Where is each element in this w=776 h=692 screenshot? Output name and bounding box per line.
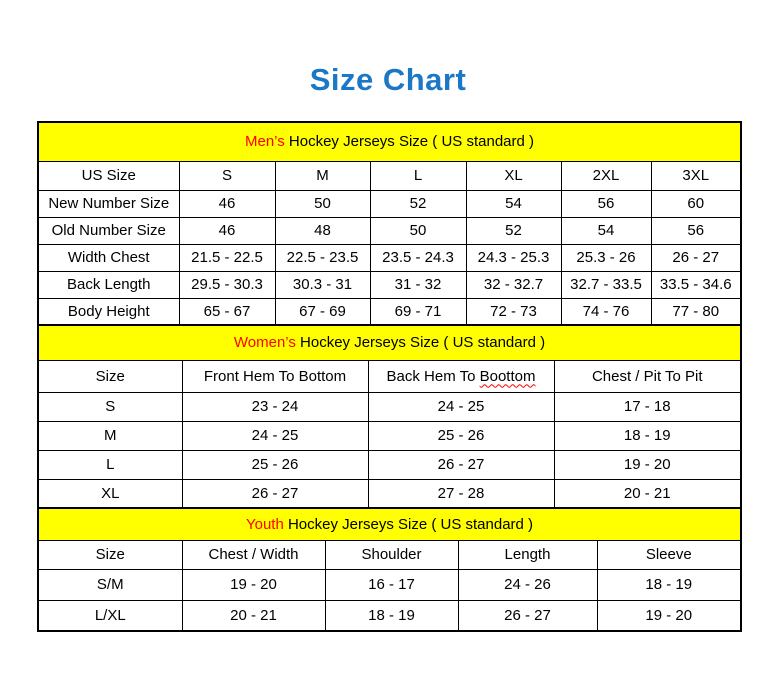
womens-size-table	[37, 324, 742, 509]
womens-header-row	[38, 360, 741, 392]
row-label: L/XL	[38, 600, 182, 631]
column-header: US Size	[38, 161, 179, 190]
table-row	[38, 479, 741, 508]
cell: 17 - 18	[554, 392, 741, 421]
cell: 50	[275, 190, 370, 217]
column-header: Length	[458, 540, 597, 569]
cell: 18 - 19	[554, 421, 741, 450]
row-label: Back Length	[38, 271, 179, 298]
cell: 19 - 20	[182, 569, 325, 600]
cell: 19 - 20	[597, 600, 741, 631]
cell: 65 - 67	[179, 298, 275, 325]
page-title: Size Chart	[309, 62, 467, 97]
column-header: 3XL	[651, 161, 741, 190]
cell: 31 - 32	[370, 271, 466, 298]
column-header: Chest / Width	[182, 540, 325, 569]
mens-banner-rest: Hockey Jerseys Size ( US standard )	[284, 133, 535, 151]
womens-banner	[38, 325, 741, 360]
cell: 56	[651, 217, 741, 244]
youth-banner	[38, 508, 741, 540]
cell: 27 - 28	[368, 479, 554, 508]
cell: 32.7 - 33.5	[561, 271, 651, 298]
row-label: S/M	[38, 569, 182, 600]
column-header-misspelled	[368, 360, 554, 392]
cell: 50	[370, 217, 466, 244]
table-row	[38, 190, 741, 217]
column-header: Size	[38, 360, 182, 392]
column-header: S	[179, 161, 275, 190]
row-label: Body Height	[38, 298, 179, 325]
mens-header-row	[38, 161, 741, 190]
cell: 77 - 80	[651, 298, 741, 325]
table-row	[38, 244, 741, 271]
misspell-prefix: Back Hem To	[386, 367, 480, 385]
row-label: L	[38, 450, 182, 479]
cell: 24 - 26	[458, 569, 597, 600]
cell: 74 - 76	[561, 298, 651, 325]
column-header: 2XL	[561, 161, 651, 190]
cell: 25 - 26	[368, 421, 554, 450]
cell: 24 - 25	[368, 392, 554, 421]
table-row	[38, 421, 741, 450]
cell: 25 - 26	[182, 450, 368, 479]
cell: 29.5 - 30.3	[179, 271, 275, 298]
cell: 21.5 - 22.5	[179, 244, 275, 271]
cell: 56	[561, 190, 651, 217]
cell: 20 - 21	[182, 600, 325, 631]
cell: 24.3 - 25.3	[466, 244, 561, 271]
row-label: M	[38, 421, 182, 450]
tables-container	[37, 121, 740, 632]
column-header: Sleeve	[597, 540, 741, 569]
womens-banner-row	[38, 325, 741, 360]
cell: 25.3 - 26	[561, 244, 651, 271]
womens-banner-highlight: Women’s	[233, 334, 296, 352]
table-row	[38, 600, 741, 631]
mens-banner	[38, 122, 741, 161]
column-header: Shoulder	[325, 540, 458, 569]
cell: 23.5 - 24.3	[370, 244, 466, 271]
table-row	[38, 569, 741, 600]
womens-banner-rest: Hockey Jerseys Size ( US standard )	[295, 334, 546, 352]
column-header: Chest / Pit To Pit	[554, 360, 741, 392]
cell: 33.5 - 34.6	[651, 271, 741, 298]
cell: 23 - 24	[182, 392, 368, 421]
mens-banner-row	[38, 122, 741, 161]
mens-size-table	[37, 121, 742, 326]
youth-banner-highlight: Youth	[245, 515, 284, 533]
cell: 48	[275, 217, 370, 244]
table-row	[38, 271, 741, 298]
table-row	[38, 392, 741, 421]
row-label: Old Number Size	[38, 217, 179, 244]
table-row	[38, 298, 741, 325]
cell: 24 - 25	[182, 421, 368, 450]
youth-banner-row	[38, 508, 741, 540]
cell: 22.5 - 23.5	[275, 244, 370, 271]
cell: 67 - 69	[275, 298, 370, 325]
table-row	[38, 217, 741, 244]
column-header: Front Hem To Bottom	[182, 360, 368, 392]
cell: 72 - 73	[466, 298, 561, 325]
cell: 46	[179, 190, 275, 217]
cell: 60	[651, 190, 741, 217]
mens-banner-highlight: Men’s	[245, 133, 285, 151]
table-row	[38, 450, 741, 479]
cell: 26 - 27	[182, 479, 368, 508]
youth-banner-rest: Hockey Jerseys Size ( US standard )	[283, 515, 534, 533]
row-label: S	[38, 392, 182, 421]
cell: 69 - 71	[370, 298, 466, 325]
cell: 18 - 19	[597, 569, 741, 600]
cell: 52	[466, 217, 561, 244]
youth-header-row	[38, 540, 741, 569]
cell: 46	[179, 217, 275, 244]
column-header: Size	[38, 540, 182, 569]
cell: 20 - 21	[554, 479, 741, 508]
row-label: XL	[38, 479, 182, 508]
youth-size-table	[37, 507, 742, 632]
row-label: New Number Size	[38, 190, 179, 217]
cell: 16 - 17	[325, 569, 458, 600]
misspell-word: Boottom	[479, 367, 536, 385]
cell: 26 - 27	[651, 244, 741, 271]
cell: 26 - 27	[458, 600, 597, 631]
cell: 32 - 32.7	[466, 271, 561, 298]
cell: 19 - 20	[554, 450, 741, 479]
cell: 54	[466, 190, 561, 217]
row-label: Width Chest	[38, 244, 179, 271]
cell: 30.3 - 31	[275, 271, 370, 298]
column-header: M	[275, 161, 370, 190]
cell: 26 - 27	[368, 450, 554, 479]
cell: 52	[370, 190, 466, 217]
cell: 18 - 19	[325, 600, 458, 631]
column-header: L	[370, 161, 466, 190]
column-header: XL	[466, 161, 561, 190]
cell: 54	[561, 217, 651, 244]
